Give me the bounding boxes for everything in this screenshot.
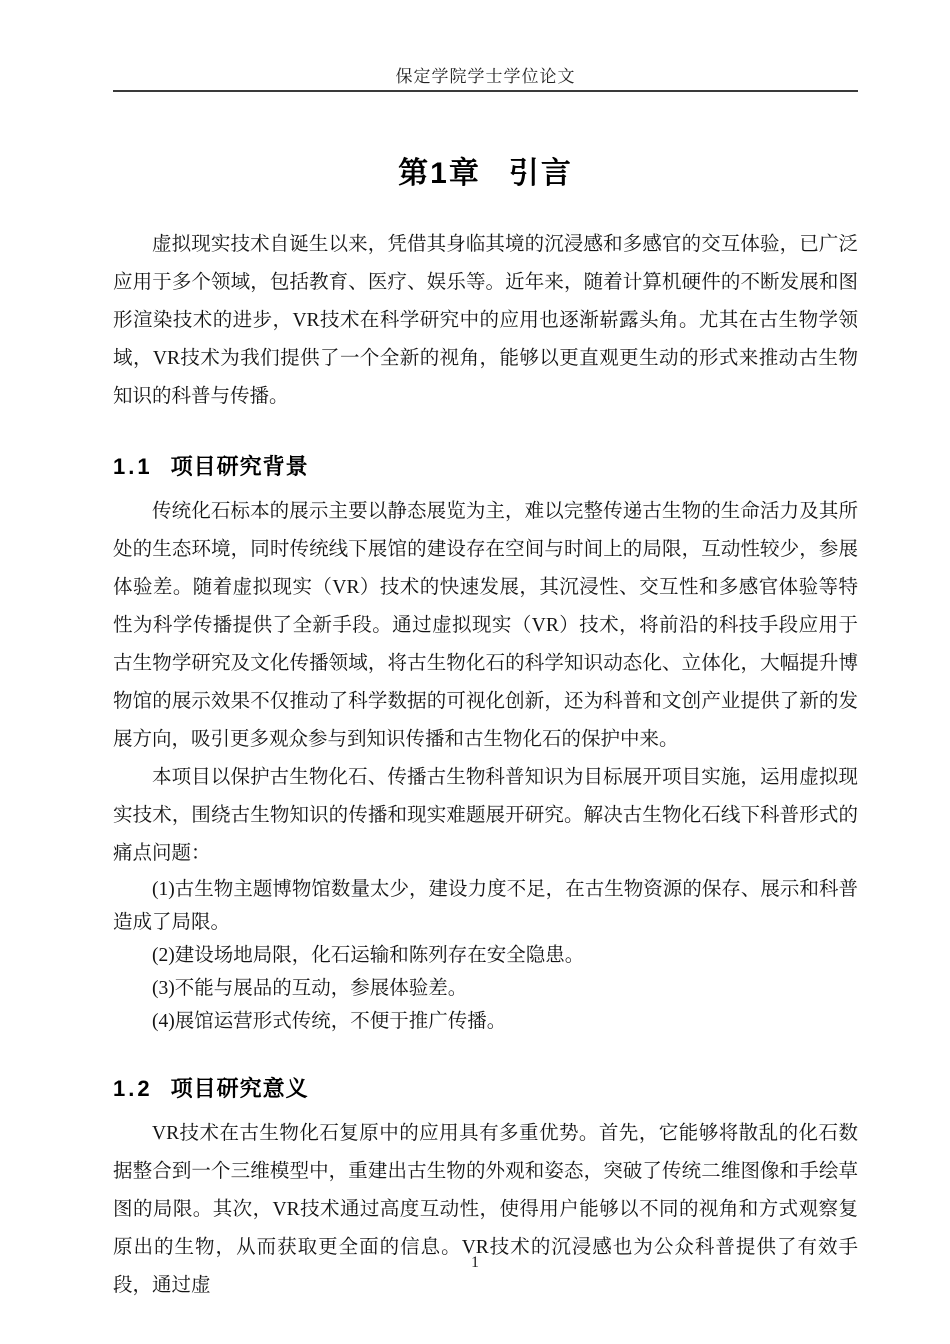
chapter-title	[113, 148, 858, 192]
section-number: 1.2	[113, 1076, 153, 1101]
list-item-2: (2)建设场地局限，化石运输和陈列存在安全隐患。	[152, 945, 585, 966]
paragraph-significance-1: VR技术在古生物化石复原中的应用具有多重优势。首先，它能够将散乱的化石数据整合到一个三维模型中，重建出古生物的外观和姿态，突破了传统二维图像和手绘草图的局限。其次，VR技术通过高度互动性，使得用户能够以不同的视角和方式观察复原出的生物，从而获取更全面的信息。VR技术的沉浸感也为公众科普提供了有效手段，通过虚	[113, 1123, 858, 1296]
list-item-3: (3)不能与展品的互动，参展体验差。	[152, 978, 468, 999]
section-heading-1-2	[113, 1072, 858, 1103]
running-head-title: 保定学院学士学位论文	[113, 62, 858, 92]
section-title-text: 项目研究意义	[170, 1076, 309, 1101]
page-number: 1	[471, 1254, 479, 1271]
list-item-1: (1)古生物主题博物馆数量太少，建设力度不足，在古生物资源的保存、展示和科普造成了局限。	[113, 879, 858, 933]
section-title-text: 项目研究背景	[170, 454, 309, 479]
pain-point-list	[113, 873, 858, 1038]
list-item-4: (4)展馆运营形式传统，不便于推广传播。	[152, 1011, 507, 1032]
paragraph-background-2: 本项目以保护古生物化石、传播古生物科普知识为目标展开项目实施，运用虚拟现实技术，围绕古生物知识的传播和现实难题展开研究。解决古生物化石线下科普形式的痛点问题：	[113, 767, 858, 864]
section-number: 1.1	[113, 454, 153, 479]
chapter-title-text: 引言	[508, 157, 573, 190]
chapter-number: 第1章	[398, 157, 481, 190]
running-head	[113, 0, 858, 92]
paragraph-background-1: 传统化石标本的展示主要以静态展览为主，难以完整传递古生物的生命活力及其所处的生态环境，同时传统线下展馆的建设存在空间与时间上的局限，互动性较少，参展体验差。随着虚拟现实（VR）技术的快速发展，其沉浸性、交互性和多感官体验等特性为科学传播提供了全新手段。通过虚拟现实（VR）技术，将前沿的科技手段应用于古生物学研究及文化传播领域，将古生物化石的科学知识动态化、立体化，大幅提升博物馆的展示效果不仅推动了科学数据的可视化创新，还为科普和文创产业提供了新的发展方向，吸引更多观众参与到知识传播和古生物化石的保护中来。	[113, 501, 858, 750]
section-heading-1-1	[113, 450, 858, 481]
paragraph-chapter-intro: 虚拟现实技术自诞生以来，凭借其身临其境的沉浸感和多感官的交互体验，已广泛应用于多个领域，包括教育、医疗、娱乐等。近年来，随着计算机硬件的不断发展和图形渲染技术的进步，VR技术在科学研究中的应用也逐渐崭露头角。尤其在古生物学领域，VR技术为我们提供了一个全新的视角，能够以更直观更生动的形式来推动古生物知识的科普与传播。	[113, 234, 858, 407]
page-footer	[0, 1254, 950, 1272]
